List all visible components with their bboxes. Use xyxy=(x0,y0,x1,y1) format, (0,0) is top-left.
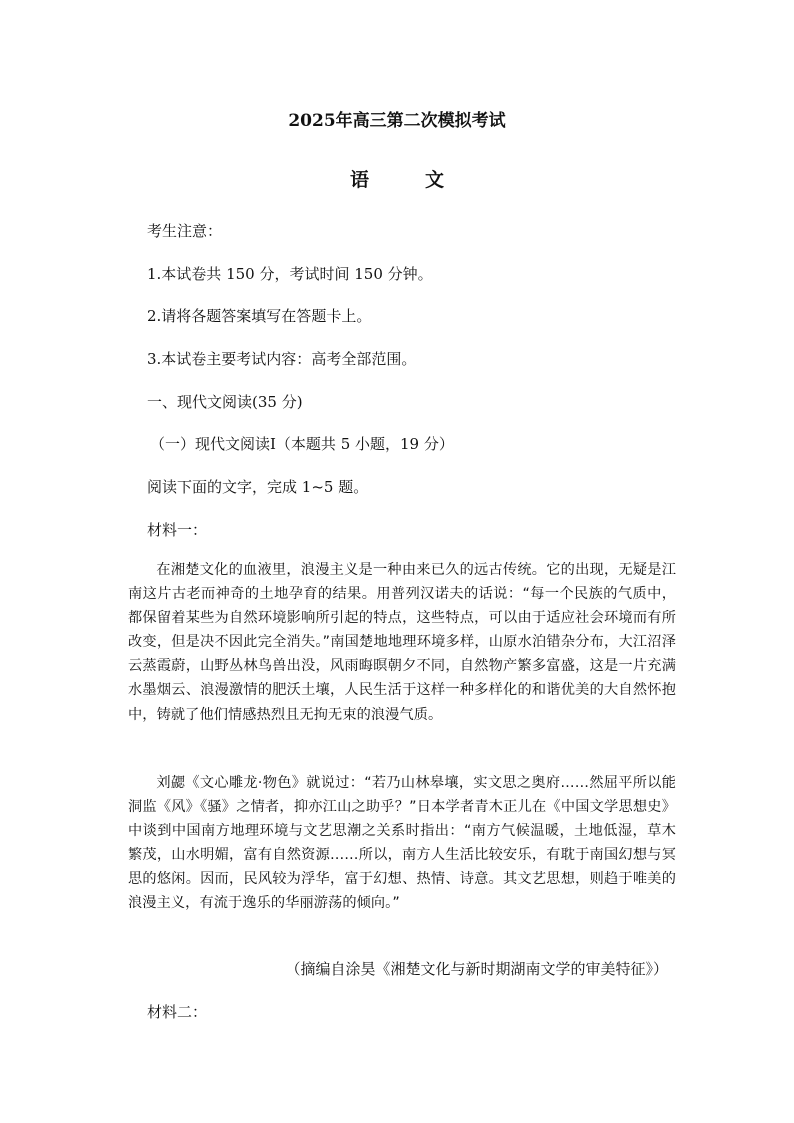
material1-paragraph-1: 在湘楚文化的血液里，浪漫主义是一种由来已久的远古传统。它的出现，无疑是江南这片古老而神奇的土地孕育的结果。用普列汉诺夫的话说：“每一个民族的气质中，都保留着某些为自然环境影响所引起的特点，这些特点，可以由于适应社会环境而有所改变，但是决不因此完全消失。”南国楚地地理环境多样，山原水泊错杂分布，大江沼泽云蒸霞蔚，山野丛林鸟兽出没，风雨晦暝朝夕不同，自然物产繁多富盛，这是一片充满水墨烟云、浪漫激情的肥沃土壤，人民生活于这样一种多样化的和谐优美的大自然怀抱中，铸就了他们情感热烈且无拘无束的浪漫气质。 xyxy=(128,562,676,723)
notice-item-3: 3.本试卷主要考试内容：高考全部范围。 xyxy=(147,350,417,368)
notice-item-1: 1.本试卷共 150 分，考试时间 150 分钟。 xyxy=(147,265,433,283)
material2-label: 材料二： xyxy=(147,1003,208,1021)
material1-source: （摘编自涂昊《湘楚文化与新时期湖南文学的审美特征》） xyxy=(285,960,668,978)
material1-label: 材料一： xyxy=(147,521,208,539)
material1-paragraph-2: 刘勰《文心雕龙·物色》就说过：“若乃山林皋壤，实文思之奥府……然屈平所以能洞监《风》《骚》之情者，抑亦江山之助乎？”日本学者青木正儿在《中国文学思想史》中谈到中国南方地理环境与文艺思潮之关系时指出：“南方气候温暖，土地低湿，草木繁茂，山水明媚，富有自然资源……所以，南方人生活比较安乐，有耽于南国幻想与冥思的悠闲。因而，民风较为浮华，富于幻想、热情、诗意。其文艺思想，则趋于唯美的浪漫主义，有流于逸乐的华丽游荡的倾向。” xyxy=(128,775,676,912)
subject-title xyxy=(0,165,794,192)
exam-title: 2025年高三第二次模拟考试 xyxy=(288,111,506,131)
sub-section-title: （一）现代文阅读Ⅰ（本题共 5 小题，19 分） xyxy=(150,435,454,453)
part-title: 一、现代文阅读(35 分) xyxy=(147,393,303,411)
notice-item-2: 2.请将各题答案填写在答题卡上。 xyxy=(147,307,372,325)
instruction: 阅读下面的文字，完成 1~5 题。 xyxy=(147,478,369,496)
notice-heading: 考生注意： xyxy=(147,222,223,240)
subject-char-1: 语 xyxy=(349,169,369,191)
subject-char-2: 文 xyxy=(425,169,445,191)
